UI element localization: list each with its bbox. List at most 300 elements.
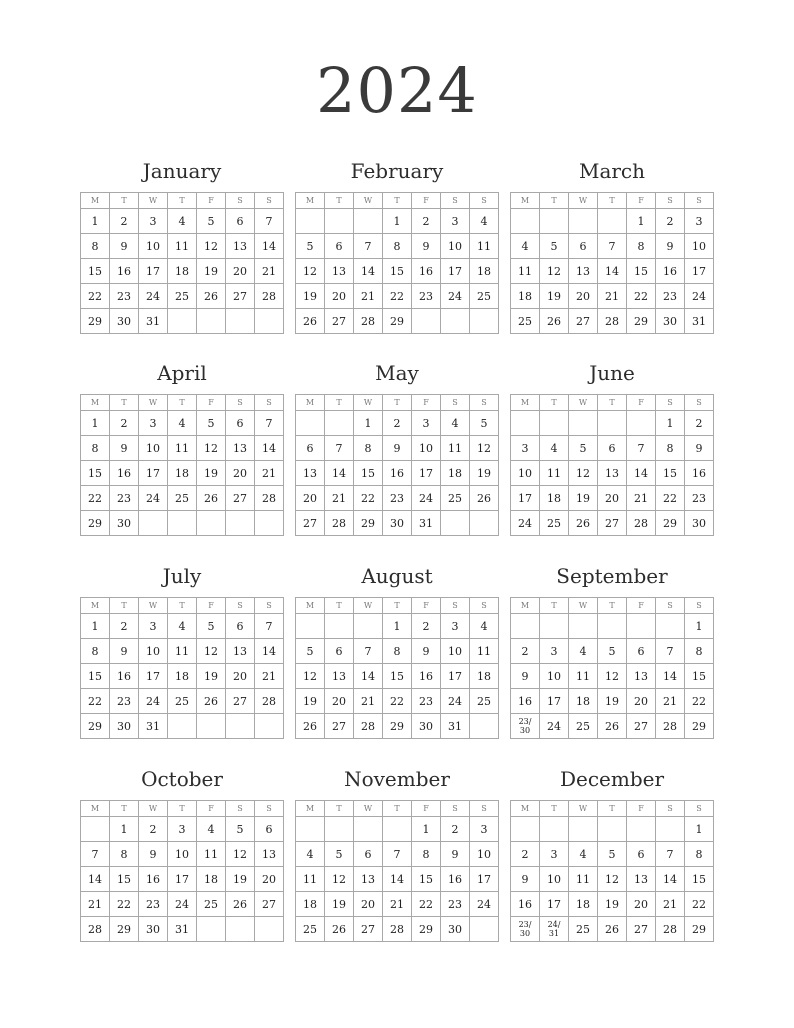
week-row [511,842,714,867]
day-cell: 20 [325,689,354,714]
day-cell: 21 [656,689,685,714]
empty-day-cell [627,411,656,436]
day-cell: 9 [685,436,714,461]
weekday-label: T [598,193,627,209]
empty-day-cell [226,309,255,334]
day-cell: 28 [598,309,627,334]
day-cell: 29 [383,714,412,739]
weekday-label: S [441,193,470,209]
day-cell: 6 [354,842,383,867]
day-cell: 5 [226,817,255,842]
day-cell: 7 [383,842,412,867]
day-cell: 21 [598,284,627,309]
day-cell: 26 [296,309,325,334]
day-cell: 28 [81,917,110,942]
weekday-label: M [296,598,325,614]
day-cell: 16 [412,664,441,689]
week-row [511,411,714,436]
day-cell: 17 [685,259,714,284]
weekday-label: S [441,395,470,411]
day-cell: 4 [168,209,197,234]
day-cell: 31 [412,511,441,536]
day-cell: 2 [412,614,441,639]
day-cell: 2 [110,614,139,639]
weekday-label: S [226,801,255,817]
day-cell: 30 [110,714,139,739]
empty-day-cell [569,209,598,234]
week-row [296,411,499,436]
month-name: August [361,564,433,588]
day-cell: 2 [685,411,714,436]
weekday-label: F [412,598,441,614]
day-cell: 8 [685,639,714,664]
month-name: November [344,767,450,791]
weekday-label: W [139,801,168,817]
day-cell: 20 [354,892,383,917]
day-cell: 1 [110,817,139,842]
day-cell: 25 [168,284,197,309]
day-cell: 5 [540,234,569,259]
week-row [296,259,499,284]
day-cell: 9 [412,234,441,259]
week-row [81,917,284,942]
weekday-label: T [383,193,412,209]
day-cell: 5 [569,436,598,461]
day-cell: 8 [81,639,110,664]
day-cell: 7 [255,209,284,234]
day-cell: 2 [656,209,685,234]
week-row [511,234,714,259]
empty-day-cell [255,917,284,942]
day-cell: 18 [197,867,226,892]
day-cell: 21 [383,892,412,917]
week-row [81,436,284,461]
day-cell: 9 [110,234,139,259]
day-cell: 14 [383,867,412,892]
month-grid [510,192,714,334]
day-cell: 6 [627,639,656,664]
day-cell: 29 [685,714,714,739]
day-cell: 8 [412,842,441,867]
day-cell: 1 [354,411,383,436]
day-cell: 31 [139,309,168,334]
day-cell: 27 [325,714,354,739]
week-row [81,867,284,892]
week-row [511,284,714,309]
day-cell: 19 [197,461,226,486]
day-cell: 15 [627,259,656,284]
month-grid [80,597,284,739]
weekday-label: M [296,395,325,411]
empty-day-cell [325,817,354,842]
weekday-label: T [598,395,627,411]
day-cell: 23 [412,284,441,309]
weekday-label: M [296,801,325,817]
empty-day-cell [441,511,470,536]
day-cell: 12 [296,259,325,284]
day-cell: 1 [81,411,110,436]
day-cell: 13 [325,664,354,689]
weekday-label: S [470,801,499,817]
week-row [511,209,714,234]
day-cell: 25 [296,917,325,942]
day-cell: 20 [255,867,284,892]
day-cell: 9 [656,234,685,259]
day-cell: 1 [627,209,656,234]
day-cell: 17 [168,867,197,892]
day-cell: 15 [685,664,714,689]
day-cell: 8 [685,842,714,867]
week-row [296,664,499,689]
day-cell: 1 [383,209,412,234]
day-cell: 20 [296,486,325,511]
day-cell: 10 [685,234,714,259]
day-cell: 6 [627,842,656,867]
month-grid [295,800,499,942]
day-cell: 22 [412,892,441,917]
weekday-label: M [81,801,110,817]
week-row [296,867,499,892]
week-row [81,817,284,842]
day-cell: 8 [354,436,383,461]
day-cell: 28 [325,511,354,536]
empty-day-cell [81,817,110,842]
empty-day-cell [540,411,569,436]
day-cell: 15 [656,461,685,486]
day-cell: 22 [81,284,110,309]
weekday-label: T [383,395,412,411]
day-cell: 26 [325,917,354,942]
day-cell: 17 [441,259,470,284]
day-cell: 22 [656,486,685,511]
day-cell: 19 [598,892,627,917]
empty-day-cell [598,614,627,639]
week-row [296,461,499,486]
day-cell: 18 [540,486,569,511]
day-cell: 31 [441,714,470,739]
week-row [81,892,284,917]
day-cell: 17 [540,892,569,917]
day-cell: 19 [226,867,255,892]
day-cell: 13 [569,259,598,284]
day-cell: 23 [441,892,470,917]
day-cell: 6 [569,234,598,259]
day-cell: 24 [685,284,714,309]
day-cell: 2 [441,817,470,842]
day-cell: 26 [569,511,598,536]
day-cell: 30 [110,511,139,536]
month-grid [295,597,499,739]
day-cell: 4 [168,614,197,639]
month-grid [295,394,499,536]
day-cell: 24 [470,892,499,917]
week-row [81,614,284,639]
day-cell: 20 [226,461,255,486]
day-cell: 26 [197,486,226,511]
day-cell: 10 [139,436,168,461]
week-row [81,461,284,486]
day-cell: 14 [255,639,284,664]
empty-day-cell [325,411,354,436]
day-cell: 22 [627,284,656,309]
day-cell: 3 [540,639,569,664]
day-cell: 4 [540,436,569,461]
day-cell: 2 [412,209,441,234]
day-cell: 21 [354,284,383,309]
day-cell: 10 [441,234,470,259]
empty-day-cell [168,309,197,334]
weekday-label: S [685,395,714,411]
day-cell: 9 [511,867,540,892]
day-cell: 7 [627,436,656,461]
week-row [511,664,714,689]
weekday-label: T [540,598,569,614]
day-cell: 20 [226,664,255,689]
day-cell: 2 [511,842,540,867]
weekday-label: S [656,193,685,209]
day-cell: 25 [168,689,197,714]
day-cell: 22 [354,486,383,511]
day-cell: 8 [81,436,110,461]
day-cell: 11 [441,436,470,461]
day-cell: 19 [569,486,598,511]
day-cell: 15 [110,867,139,892]
day-cell: 6 [255,817,284,842]
day-cell: 16 [511,892,540,917]
weekday-label: W [139,395,168,411]
week-row [296,309,499,334]
week-row [81,639,284,664]
day-cell: 30 [685,511,714,536]
weekday-label: M [81,598,110,614]
day-cell: 22 [383,689,412,714]
day-cell: 1 [685,614,714,639]
day-cell: 28 [255,284,284,309]
day-cell: 7 [81,842,110,867]
day-cell: 21 [255,461,284,486]
week-row [81,309,284,334]
month-grid [80,394,284,536]
empty-day-cell [598,817,627,842]
weekday-label: M [81,395,110,411]
day-cell: 21 [255,259,284,284]
weekday-header-row [511,598,714,614]
day-cell: 26 [598,917,627,942]
day-cell: 6 [598,436,627,461]
day-cell: 24 [139,689,168,714]
day-cell: 21 [325,486,354,511]
day-cell: 1 [81,209,110,234]
week-row [296,714,499,739]
weekday-label: T [325,801,354,817]
day-cell: 16 [656,259,685,284]
weekday-header-row [511,801,714,817]
day-cell: 31 [685,309,714,334]
day-cell: 28 [656,714,685,739]
day-cell: 14 [81,867,110,892]
day-cell: 17 [412,461,441,486]
empty-day-cell [598,209,627,234]
month-name: January [142,159,222,183]
day-cell: 10 [540,867,569,892]
day-cell: 12 [325,867,354,892]
day-cell: 11 [540,461,569,486]
day-cell: 15 [354,461,383,486]
day-cell: 18 [569,892,598,917]
empty-day-cell [540,209,569,234]
day-cell: 9 [110,639,139,664]
day-cell: 30 [139,917,168,942]
week-row [511,486,714,511]
day-cell: 5 [325,842,354,867]
day-cell: 25 [470,689,499,714]
empty-day-cell [226,714,255,739]
day-cell: 17 [470,867,499,892]
weekday-label: W [569,801,598,817]
day-cell: 17 [139,259,168,284]
day-cell: 14 [325,461,354,486]
day-cell: 22 [81,689,110,714]
day-cell: 29 [656,511,685,536]
day-cell: 24 [168,892,197,917]
day-cell: 27 [569,309,598,334]
day-cell: 1 [81,614,110,639]
day-cell: 15 [685,867,714,892]
day-cell: 14 [656,664,685,689]
empty-day-cell [656,817,685,842]
day-cell: 26 [197,284,226,309]
day-cell: 4 [470,614,499,639]
empty-day-cell [197,714,226,739]
weekday-header-row [511,395,714,411]
weekday-label: W [354,193,383,209]
day-cell: 2 [511,639,540,664]
month-name: March [578,159,646,183]
day-cell: 13 [226,234,255,259]
weekday-label: T [540,193,569,209]
empty-day-cell [197,511,226,536]
day-cell: 19 [197,664,226,689]
week-row [296,234,499,259]
day-cell: 11 [569,867,598,892]
empty-day-cell [226,511,255,536]
day-cell: 4 [197,817,226,842]
day-cell: 4 [296,842,325,867]
day-cell: 29 [81,309,110,334]
day-cell: 14 [656,867,685,892]
week-row [296,436,499,461]
weekday-label: M [296,193,325,209]
weekday-label: F [627,598,656,614]
day-cell: 25 [540,511,569,536]
day-cell: 7 [255,614,284,639]
empty-day-cell [470,714,499,739]
week-row [296,209,499,234]
day-cell: 11 [470,234,499,259]
day-cell: 16 [110,259,139,284]
week-row [81,259,284,284]
day-cell: 3 [412,411,441,436]
day-cell: 19 [296,284,325,309]
weekday-label: F [627,801,656,817]
day-cell: 6 [325,639,354,664]
day-cell: 11 [197,842,226,867]
week-row [81,234,284,259]
day-cell: 25 [569,917,598,942]
day-cell: 25 [470,284,499,309]
day-cell: 6 [226,209,255,234]
weekday-label: T [598,801,627,817]
week-row [81,411,284,436]
day-cell: 12 [197,234,226,259]
day-cell: 22 [383,284,412,309]
week-row [511,259,714,284]
day-cell: 13 [255,842,284,867]
weekday-label: S [685,801,714,817]
weekday-label: S [656,598,685,614]
day-cell: 14 [255,234,284,259]
weekday-label: T [110,395,139,411]
day-cell: 22 [685,892,714,917]
weekday-label: S [226,193,255,209]
month-name: April [157,361,207,385]
weekday-label: F [627,193,656,209]
day-cell: 24/ 31 [540,917,569,942]
weekday-label: M [511,801,540,817]
week-row [511,917,714,942]
day-cell: 1 [685,817,714,842]
day-cell: 23/ 30 [511,714,540,739]
weekday-label: S [656,395,685,411]
day-cell: 21 [255,664,284,689]
day-cell: 7 [354,639,383,664]
weekday-label: S [226,598,255,614]
weekday-label: W [354,598,383,614]
week-row [296,892,499,917]
weekday-label: M [511,395,540,411]
day-cell: 2 [139,817,168,842]
day-cell: 18 [168,461,197,486]
day-cell: 21 [354,689,383,714]
day-cell: 29 [685,917,714,942]
weekday-label: W [569,395,598,411]
day-cell: 12 [540,259,569,284]
day-cell: 26 [296,714,325,739]
month-grid [510,394,714,536]
day-cell: 1 [383,614,412,639]
day-cell: 23 [110,689,139,714]
weekday-label: T [325,598,354,614]
day-cell: 12 [296,664,325,689]
day-cell: 23 [412,689,441,714]
day-cell: 4 [470,209,499,234]
day-cell: 13 [598,461,627,486]
day-cell: 7 [325,436,354,461]
week-row [296,842,499,867]
day-cell: 19 [296,689,325,714]
day-cell: 13 [627,664,656,689]
week-row [511,461,714,486]
weekday-label: T [540,801,569,817]
empty-day-cell [627,817,656,842]
day-cell: 9 [139,842,168,867]
day-cell: 5 [296,234,325,259]
day-cell: 3 [441,209,470,234]
week-row [81,842,284,867]
empty-day-cell [627,614,656,639]
day-cell: 25 [441,486,470,511]
day-cell: 30 [383,511,412,536]
